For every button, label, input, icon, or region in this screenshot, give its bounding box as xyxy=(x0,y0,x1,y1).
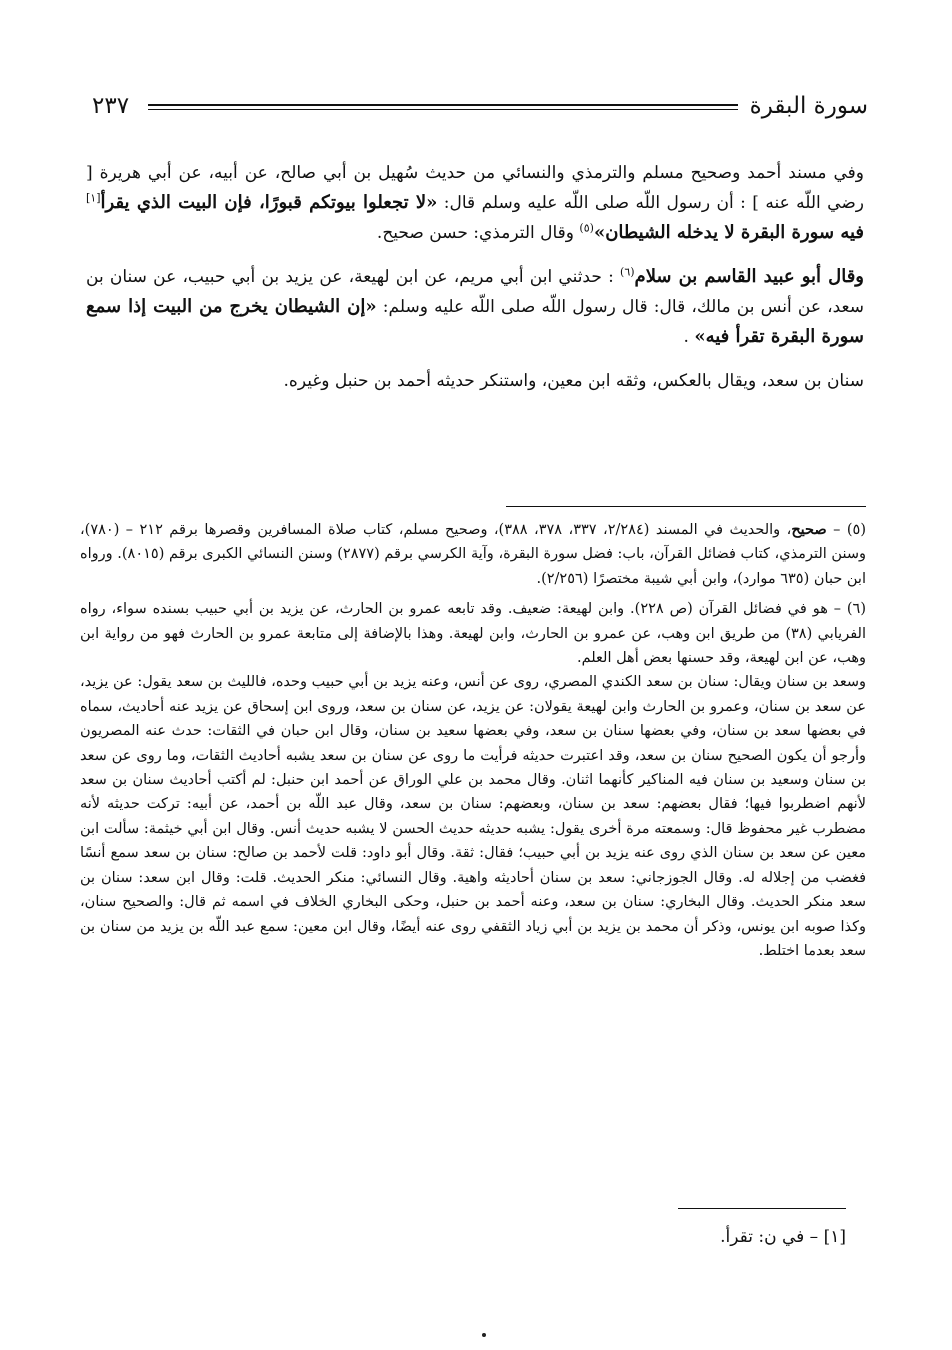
footnote-ref-6: (٦) xyxy=(620,265,635,279)
p1-text-b: وقال الترمذي: حسن صحيح. xyxy=(376,223,580,243)
surah-title: سورة البقرة xyxy=(749,93,868,119)
p1-text-a: وفي مسند أحمد وصحيح مسلم والترمذي والنسائي من حديث سُهيل بن أبي صالح، عن أبيه، عن أبي هريرة [ رضي اللّه عنه ] : أن رسول اللّه صلى اللّه عليه وسلم قال: xyxy=(86,163,864,213)
footnote-separator xyxy=(506,506,866,507)
page-header xyxy=(84,88,868,128)
header-rule xyxy=(148,104,738,110)
paragraph-1 xyxy=(86,158,864,248)
paragraph-2 xyxy=(86,262,864,352)
footnote-6: (٦) – هو في فضائل القرآن (ص ٢٢٨). وابن لهيعة: ضعيف. وقد تابعه عمرو بن الحارث، عن يزيد بن أبي حبيب بسنده سواء، رواه الفريابي (٣٨) من طريق ابن وهب، عن عمرو بن الحارث، وابن لهيعة. وهذا بالإضافة إلى متابعة عمرو بن الحارث فهو من رواية ابن وهب، عن ابن لهيعة، وقد حسنها بعض أهل العلم. xyxy=(80,601,866,667)
page-dot xyxy=(482,1333,486,1337)
footnote-5-grade: صحيح xyxy=(791,521,827,538)
hadith-quote-1b: فيه سورة البقرة لا يدخله الشيطان» xyxy=(593,222,864,243)
footnote-6-continuation: وسعد بن سنان ويقال: سنان بن سعد الكندي المصري، روى عن أنس، وعنه يزيد بن أبي حبيب وحده، فالليث بن سعد يقول: عن يزيد، عن سعد بن سنان، وعمرو بن الحارث وابن لهيعة يقولان: عن يزيد، عن سنان بن سعد، وروى ابن إسحاق عن يزيد عنه أحاديث، سماه في بعضها سعد بن سنان، وفي بعضها سنان بن سعد، وفي بعضها سعيد بن سنان، وقال ابن حبان في الثقات: حدث عنه المصريون وأرجو أن يكون الصحيح سنان بن سعد، وقد اعتبرت حديثه فرأيت ما روى عن سنان بن سعد يشبه أحاديث الثقات، وما روى عن سعد بن سنان وسعيد بن سنان فيه المناكير كأنهما اثنان. وقال محمد بن علي الوراق عن أحمد ابن حنبل: لم أكتب أحاديث سنان بن سعد لأنهم اضطربوا فيها؛ فقال بعضهم: سعد بن سنان، وبعضهم: سنان بن سعد، وقال عبد اللّه بن أحمد، عن أبيه: تركت حديثه لأنه مضطرب غير محفوظ قال: وسمعته مرة أخرى يقول: يشبه حديثه حديث الحسن لا يشبه حديث أنس. وقال ابن أبي خيثمة: سألت ابن معين عن سعد بن سنان الذي روى عنه يزيد بن أبي حبيب؛ فقال: ثقة. وقال أبو داود: قلت لأحمد بن صالح: سنان بن سعد سمع أنسًا فغضب من إجلاله له. وقال الجوزجاني: سعد بن سنان أحاديثه واهية. وقال النسائي: منكر الحديث. قلت: وقال ابن سعد: سنان بن سعد منكر الحديث. وقال البخاري: سنان بن سعد، وعنه أحمد بن حنبل، وحكى البخاري الخلاف في اسمه ثم قال: والصحيح سنان، وكذا صوبه ابن يونس، وذكر أن محمد بن يزيد بن أبي زياد الثقفي روى عنه أيضًا، وقال ابن معين: سمع عبد اللّه بن يزيد من سنان بن سعد بعدما اختلط. xyxy=(80,674,866,959)
endnote: [١] – في ن: تقرأ. xyxy=(720,1227,846,1247)
p2-text-a: : حدثني ابن أبي مريم، عن ابن لهيعة، عن يزيد بن أبي حبيب، عن سنان بن سعد، عن أنس بن مالك، قال: قال رسول اللّه صلى اللّه عليه وسلم: xyxy=(86,267,864,317)
p2-text-b: . xyxy=(683,327,695,347)
footnote-ref-5: (٥) xyxy=(579,221,594,235)
footnotes xyxy=(80,518,866,963)
hadith-quote-2: «إن الشيطان يخرج من البيت إذا سمع سورة البقرة تقرأ فيه» xyxy=(86,296,864,347)
narrator-abu-ubaid: وقال أبو عبيد القاسم بن سلام xyxy=(634,266,864,287)
footnote-5-number: (٥) – xyxy=(826,522,866,538)
footnote-5 xyxy=(80,518,866,591)
main-text xyxy=(86,158,864,410)
footnote-5-text: ، والحديث في المسند (٢/٢٨٤، ٣٣٧، ٣٧٨، ٣٨٨)، وصحيح مسلم، كتاب صلاة المسافرين وقصرها برقم ٢١٢ – (٧٨٠)، وسنن الترمذي، كتاب فضائل القرآن، باب: فضل سورة البقرة، وآية الكرسي برقم (٢٨٧٧) وسنن النسائي الكبرى برقم (٨٠١٥). ورواه ابن حبان (٦٣٥ موارد)، وابن أبي شيبة مختصرًا (٢/٢٥٦). xyxy=(80,522,866,587)
page-number: ٢٣٧ xyxy=(92,93,130,119)
endnote-separator xyxy=(678,1208,846,1209)
hadith-quote-1a: «لا تجعلوا بيوتكم قبورًا، فإن البيت الذي يقرأ xyxy=(100,192,438,213)
ref-marker-1: [١] xyxy=(86,191,101,205)
paragraph-3: سنان بن سعد، ويقال بالعكس، وثقه ابن معين، واستنكر حديثه أحمد بن حنبل وغيره. xyxy=(283,371,864,391)
